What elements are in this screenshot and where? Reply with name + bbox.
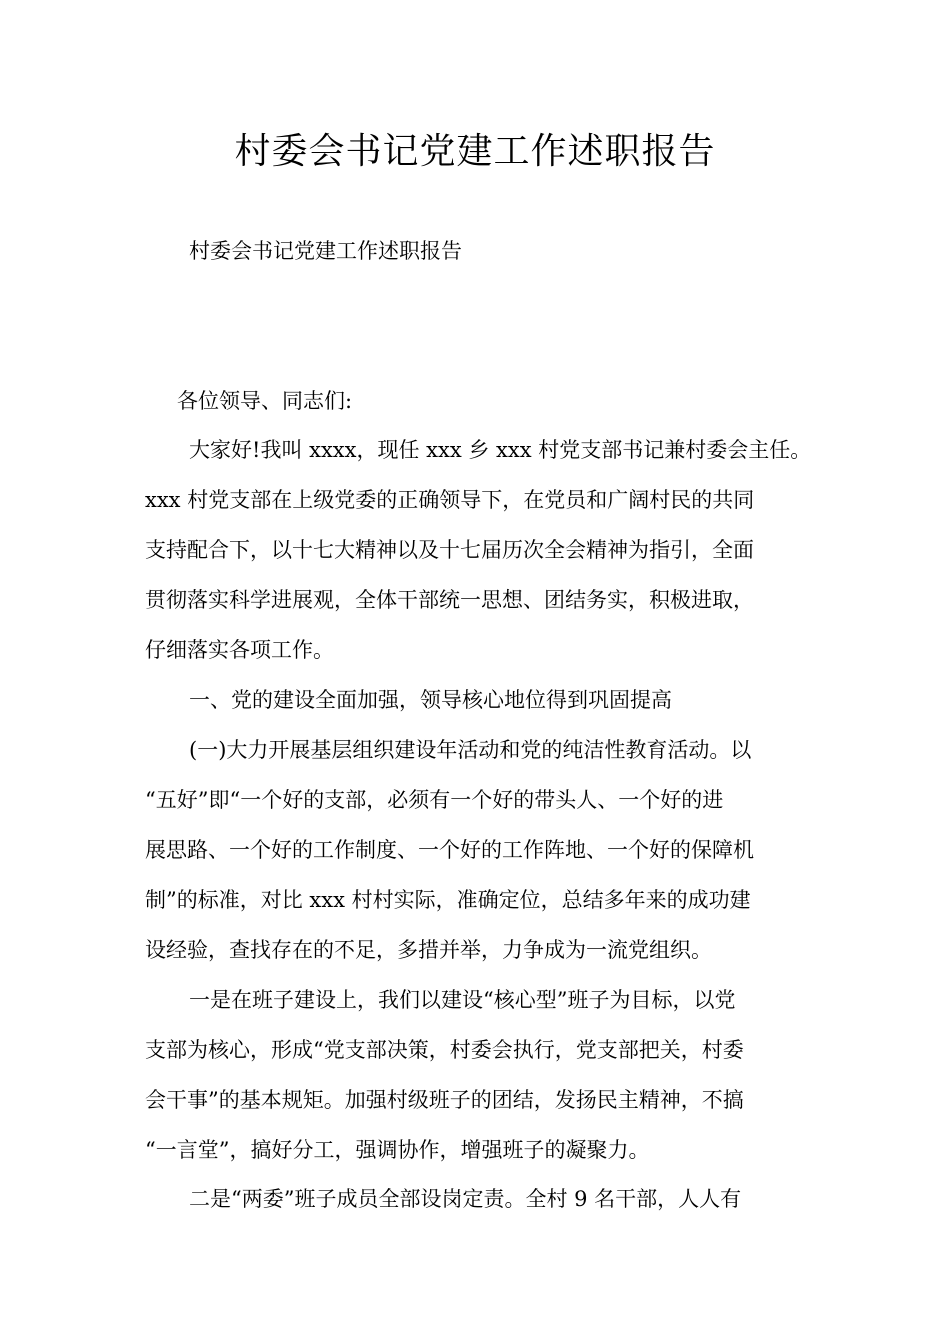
- body-line: 大家好!我叫 xxxx，现任 xxx 乡 xxx 村党支部书记兼村委会主任。: [189, 438, 812, 462]
- body-line: 支部为核心，形成“党支部决策，村委会执行，党支部把关，村委: [145, 1038, 744, 1062]
- body-line: 设经验，查找存在的不足，多措并举，力争成为一流党组织。: [145, 938, 712, 962]
- section-heading: 一、党的建设全面加强，领导核心地位得到巩固提高: [189, 688, 672, 712]
- body-line: 制”的标准，对比 xxx 村村实际，准确定位，总结多年来的成功建: [145, 888, 751, 912]
- body-line: 仔细落实各项工作。: [145, 638, 334, 662]
- body-line: 一是在班子建设上，我们以建设“核心型”班子为目标，以党: [189, 988, 736, 1012]
- body-line: 会干事”的基本规矩。加强村级班子的团结，发扬民主精神，不搞: [145, 1088, 744, 1112]
- salutation-line: 各位领导、同志们:: [177, 389, 353, 413]
- body-line: 展思路、一个好的工作制度、一个好的工作阵地、一个好的保障机: [145, 838, 754, 862]
- body-line: 支持配合下，以十七大精神以及十七届历次全会精神为指引，全面: [145, 538, 754, 562]
- document-title: 村委会书记党建工作述职报告: [234, 131, 716, 172]
- body-line: “五好”即“一个好的支部，必须有一个好的带头人、一个好的进: [145, 788, 724, 812]
- body-line: xxx 村党支部在上级党委的正确领导下，在党员和广阔村民的共同: [145, 488, 755, 512]
- document-subtitle: 村委会书记党建工作述职报告: [189, 239, 462, 263]
- body-line: 贯彻落实科学进展观，全体干部统一思想、团结务实，积极进取，: [145, 588, 754, 612]
- body-line: 二是“两委”班子成员全部设岗定责。全村 9 名干部，人人有: [189, 1187, 742, 1211]
- body-line: (一)大力开展基层组织建设年活动和党的纯洁性教育活动。以: [189, 738, 752, 762]
- body-line: “一言堂”，搞好分工，强调协作，增强班子的凝聚力。: [145, 1138, 650, 1162]
